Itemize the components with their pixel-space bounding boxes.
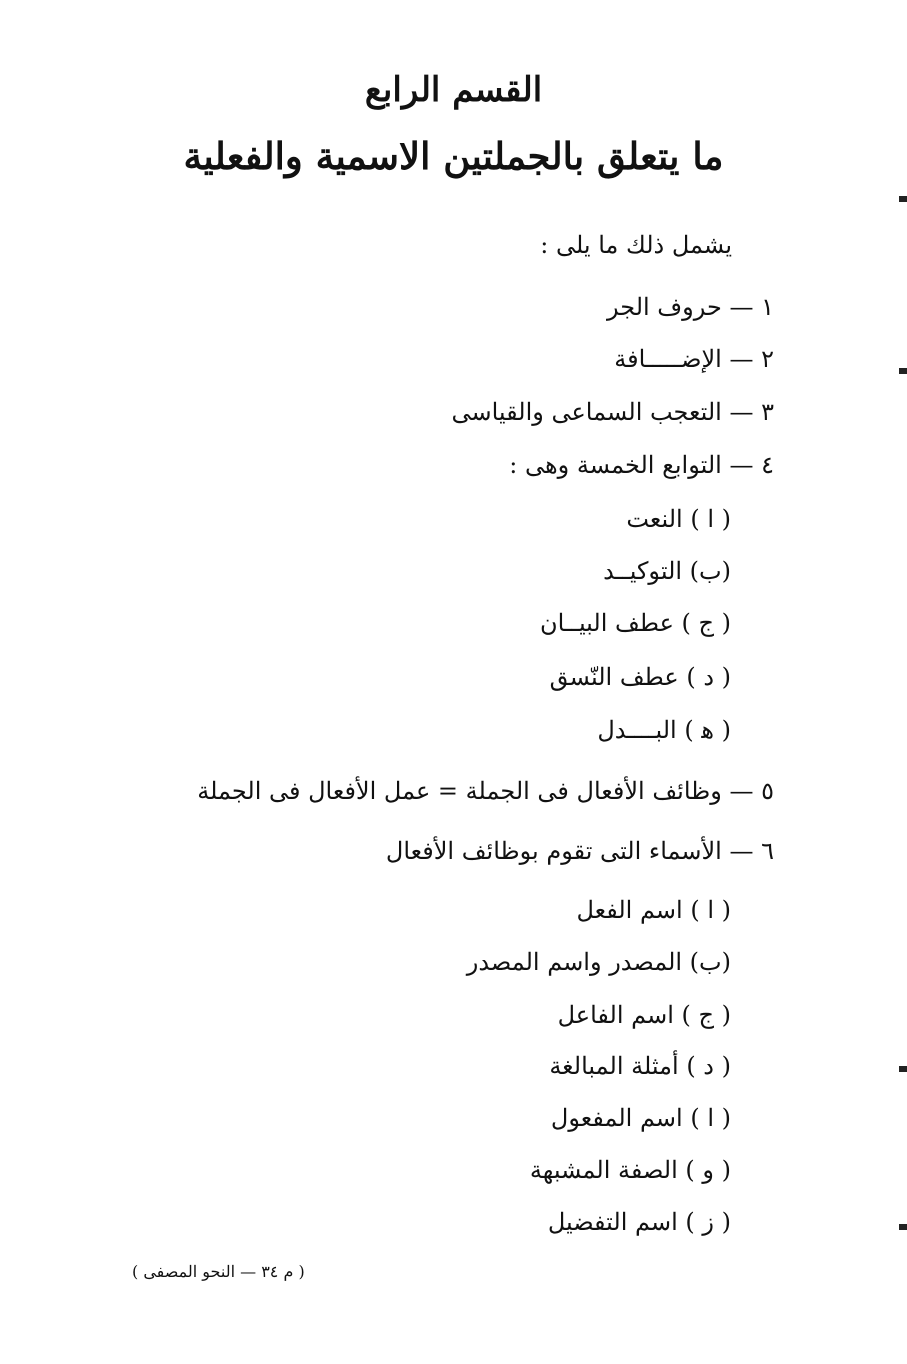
list-item-4: ٤ — التوابع الخمسة وهى :: [509, 451, 774, 479]
sub-item-4c: ( ج ) عطف البيــان: [539, 609, 731, 637]
sub-item-4d: ( د ) عطف النّسق: [549, 663, 731, 691]
intro-text: يشمل ذلك ما يلى :: [540, 231, 732, 259]
chapter-subtitle: ما يتعلق بالجملتين الاسمية والفعلية: [183, 134, 724, 178]
scan-edge-mark: [899, 1224, 907, 1230]
sub-item-4e: ( ﻫ ) البــــدل: [597, 716, 731, 744]
sub-item-4a: ( ا ) النعت: [626, 505, 731, 533]
list-item-1: ١ — حروف الجر: [606, 293, 774, 321]
sub-item-6e: ( ا ) اسم المفعول: [550, 1104, 731, 1132]
sub-item-6g: ( ز ) اسم التفضيل: [547, 1208, 731, 1236]
sub-item-4b: (ب) التوكيــد: [603, 557, 731, 585]
scan-edge-mark: [899, 1066, 907, 1072]
list-item-2: ٢ — الإضـــــافة: [614, 345, 774, 373]
sub-item-6a: ( ا ) اسم الفعل: [576, 896, 731, 924]
sub-item-6f: ( و ) الصفة المشبهة: [529, 1156, 731, 1184]
list-item-5: ٥ — وظائف الأفعال فى الجملة = عمل الأفعال فى الجملة: [197, 777, 774, 805]
scan-edge-mark: [899, 196, 907, 202]
sub-item-6d: ( د ) أمثلة المبالغة: [549, 1052, 731, 1080]
section-title: القسم الرابع: [364, 70, 543, 110]
page-footer: ( م ٣٤ — النحو المصفى ): [132, 1262, 305, 1281]
scan-edge-mark: [899, 368, 907, 374]
sub-item-6c: ( ج ) اسم الفاعل: [557, 1001, 731, 1029]
sub-item-6b: (ب) المصدر واسم المصدر: [466, 948, 731, 976]
list-item-6: ٦ — الأسماء التى تقوم بوظائف الأفعال: [385, 837, 774, 865]
list-item-3: ٣ — التعجب السماعى والقياسى: [451, 398, 774, 426]
